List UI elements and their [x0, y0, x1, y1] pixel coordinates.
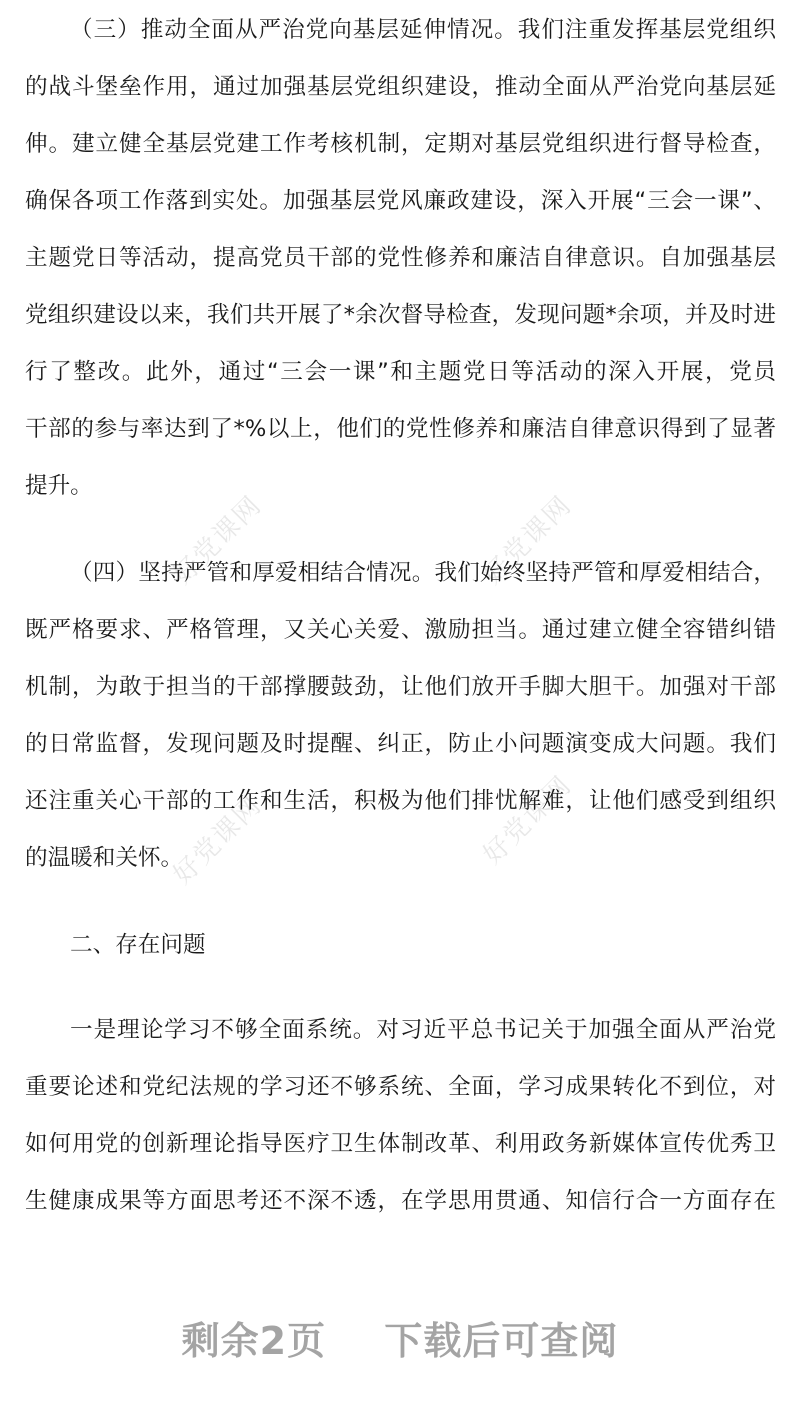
watermark: 好党课网: [477, 490, 578, 591]
text-line: 既严格要求、严格管理，又关心关爱、激励担当。通过建立健全容错纠错: [25, 617, 776, 643]
paragraph-problem-one: [25, 1002, 776, 1230]
text-line: 还注重关心干部的工作和生活，积极为他们排忧解难，让他们感受到组织: [25, 788, 776, 814]
text-line: 重要论述和党纪法规的学习还不够系统、全面，学习成果转化不到位，对: [25, 1074, 776, 1100]
paragraph-four-strict-care: [25, 545, 776, 887]
remaining-pages-label: 剩余2页: [181, 1319, 327, 1363]
text-line: 干部的参与率达到了*%以上，他们的党性修养和廉洁自律意识得到了显著: [25, 416, 776, 442]
text-line: 伸。建立健全基层党建工作考核机制，定期对基层党组织进行督导检查，: [25, 131, 776, 157]
text-line: 行了整改。此外，通过“三会一课”和主题党日等活动的深入开展，党员: [25, 359, 776, 385]
watermark: 好党课网: [167, 490, 268, 591]
text-line: 的战斗堡垒作用，通过加强基层党组织建设，推动全面从严治党向基层延: [25, 74, 776, 100]
text-line: 如何用党的创新理论指导医疗卫生体制改革、利用政务新媒体宣传优秀卫: [25, 1131, 776, 1157]
watermark: 好党课网: [167, 790, 268, 891]
text-line: 生健康成果等方面思考还不深不透，在学思用贯通、知信行合一方面存在: [25, 1188, 776, 1214]
download-banner[interactable]: [0, 1310, 800, 1365]
download-to-view-label[interactable]: 下载后可查阅: [384, 1319, 619, 1363]
watermark: 好党课网: [477, 770, 578, 871]
text-line: 提升。: [25, 473, 93, 499]
document-page: [25, 2, 776, 1260]
text-line: 的温暖和关怀。: [25, 845, 184, 871]
text-line: 一是理论学习不够全面系统。对习近平总书记关于加强全面从严治党: [70, 1017, 776, 1043]
text-line: 主题党日等活动，提高党员干部的党性修养和廉洁自律意识。自加强基层: [25, 245, 776, 271]
paragraph-three-extend: [25, 2, 776, 515]
text-line: 机制，为敢于担当的干部撑腰鼓劲，让他们放开手脚大胆干。加强对干部: [25, 674, 776, 700]
text-line: 的日常监督，发现问题及时提醒、纠正，防止小问题演变成大问题。我们: [25, 731, 776, 757]
section-heading: 二、存在问题: [70, 932, 206, 958]
text-line: （四）坚持严管和厚爱相结合情况。我们始终坚持严管和厚爱相结合，: [70, 560, 776, 586]
text-line: 党组织建设以来，我们共开展了*余次督导检查，发现问题*余项，并及时进: [25, 302, 776, 328]
text-line: （三）推动全面从严治党向基层延伸情况。我们注重发挥基层党组织: [70, 17, 776, 43]
text-line: 确保各项工作落到实处。加强基层党风廉政建设，深入开展“三会一课”、: [25, 188, 776, 214]
